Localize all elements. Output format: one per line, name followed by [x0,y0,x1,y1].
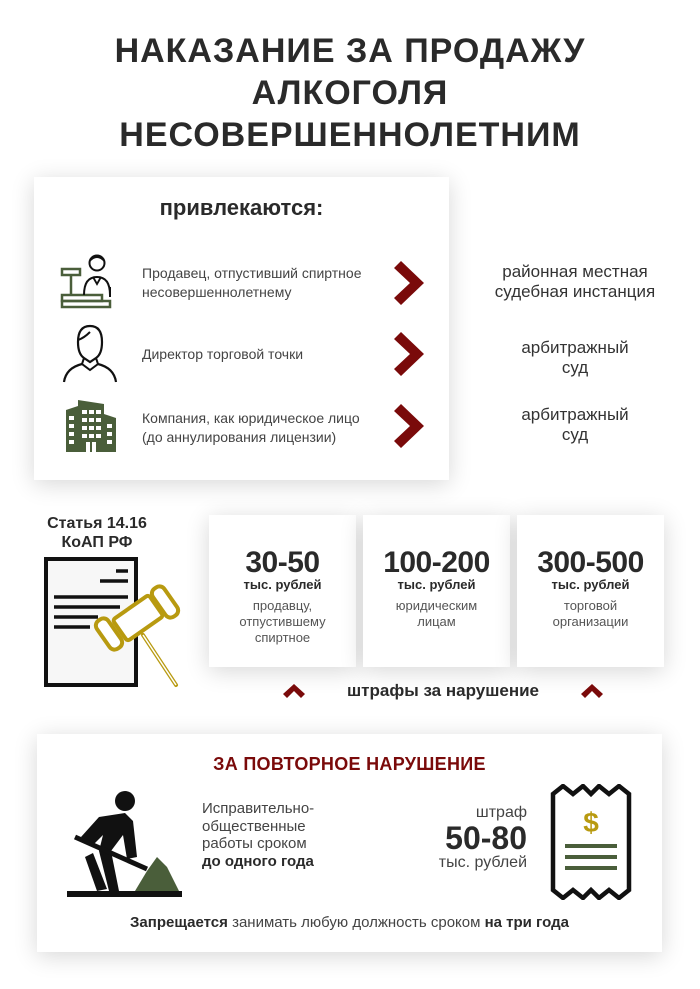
correctional-works-text [202,800,372,870]
chevron-right-icon [394,261,424,305]
ban-statement [37,914,662,931]
fine-unit: тыс. рублей [397,577,476,592]
ban-bold-start: Запрещается [130,914,228,931]
fine-amount: 300-500 [537,546,644,579]
court-line: судебная инстанция [494,282,656,301]
court-seller [465,262,685,302]
worker-shovel-icon [67,787,182,899]
repeat-heading: ЗА ПОВТОРНОЕ НАРУШЕНИЕ [213,754,486,774]
chevron-right-icon [394,404,424,448]
liable-parties-card [34,177,449,480]
liable-text-seller: Продавец, отпустивший спиртное несовершеннолетнему [142,265,362,300]
repeat-fine-amount: 50-80 [445,820,527,856]
fine-desc-line: организации [552,614,629,629]
ban-middle: занимать любую должность сроком [227,914,485,931]
fines-caption [283,678,603,704]
chevron-right-icon [394,332,424,376]
works-line: Исправительно- [202,800,315,817]
liable-row-director [34,322,449,386]
cashier-icon [60,251,120,311]
court-line: суд [561,425,589,444]
chevron-up-icon [581,684,603,698]
repeat-violation-card [37,734,662,952]
court-line: арбитражный [521,338,629,357]
fine-desc-line: юридическим [395,598,478,613]
works-line: работы сроком [202,835,307,852]
repeat-fine-label: штраф [475,804,527,821]
fine-description [367,598,506,630]
works-line: общественные [202,817,306,835]
title-line-1: НАКАЗАНИЕ ЗА ПРОДАЖУ [114,32,586,70]
fine-unit: тыс. рублей [243,577,322,592]
page-title [0,30,700,156]
repeat-fine [382,804,527,872]
fine-desc-line: отпустившему [239,614,326,629]
article-number: Статья 14.16 [47,515,147,532]
fine-desc-line: лицам [417,614,456,629]
fine-card-seller [209,515,356,667]
court-director [465,338,685,378]
liable-text-company: Компания, как юридическое лицо (до аннулирования лицензии) [142,410,360,445]
fine-card-trade-org [517,515,664,667]
fines-caption-label: штрафы за нарушение [347,681,539,700]
court-company [465,405,685,445]
fine-desc-line: торговой [563,598,618,613]
works-term: до одного года [202,852,314,870]
fine-unit: тыс. рублей [551,577,630,592]
chevron-up-icon [283,684,305,698]
person-icon [60,324,120,384]
liable-heading: привлекаются: [159,195,324,220]
article-label [22,514,172,552]
liable-row-seller [34,247,449,319]
fine-card-legal-entity [363,515,510,667]
fine-amount: 30-50 [245,546,320,579]
article-code: КоАП РФ [61,534,133,551]
document-gavel-icon [40,555,190,695]
receipt-dollar-icon [549,784,633,900]
fine-amount: 100-200 [383,546,490,579]
liable-text-director: Директор торговой точки [142,345,304,362]
liable-row-company [34,392,449,464]
fine-desc-line: продавцу, [252,598,313,613]
fine-description [213,598,352,646]
ban-bold-end: на три года [484,914,569,931]
svg-text:$: $ [583,807,599,838]
title-line-3: НЕСОВЕРШЕННОЛЕТНИМ [119,116,581,154]
fine-description [521,598,660,630]
court-line: суд [561,358,589,377]
court-line: арбитражный [521,405,629,424]
court-line: районная местная [502,262,648,281]
building-icon [60,396,120,456]
fine-desc-line: спиртное [254,630,311,645]
title-line-2: АЛКОГОЛЯ [251,74,449,112]
repeat-fine-unit: тыс. рублей [438,854,527,871]
